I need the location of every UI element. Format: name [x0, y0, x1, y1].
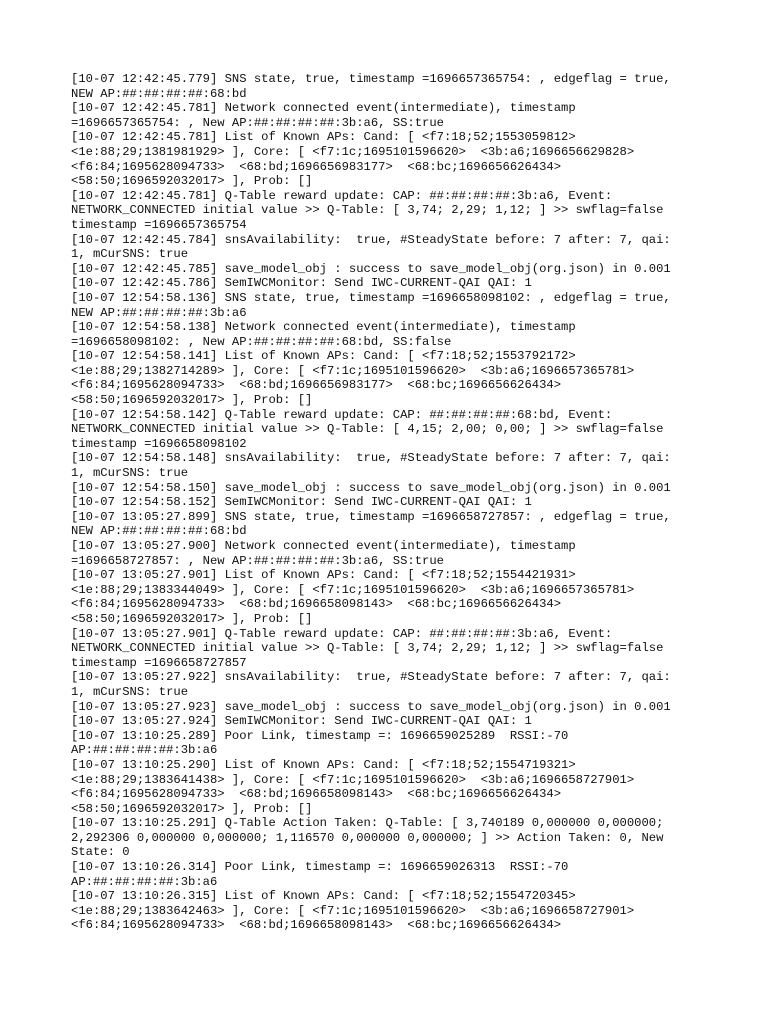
log-line: [10-07 12:54:58.141] List of Known APs: Cand: [ <f7:18;52;1553792172> — [71, 349, 576, 364]
log-line: <f6:84;1695628094733> <68:bd;1696656983177> <68:bc;1696656626434> — [71, 378, 562, 393]
log-line: <f6:84;1695628094733> <68:bd;1696656983177> <68:bc;1696656626434> — [71, 159, 562, 174]
log-line: <1e:88;29;1383344049> ], Core: [ <f7:1c;1695101596620> <3b:a6;1696657365781> — [71, 582, 635, 597]
log-line: timestamp =1696658098102 — [71, 436, 247, 451]
log-line: [10-07 12:42:45.785] save_model_obj : success to save_model_obj(org.json) in 0.001 — [71, 261, 671, 276]
log-line: AP:##:##:##:##:3b:a6 — [71, 743, 218, 758]
log-line: [10-07 13:10:25.291] Q-Table Action Taken: Q-Table: [ 3,740189 0,000000 0,000000; — [71, 816, 664, 831]
log-line: [10-07 12:42:45.784] snsAvailability: true, #SteadyState before: 7 after: 7, qai: — [71, 232, 671, 247]
log-line: [10-07 12:54:58.136] SNS state, true, timestamp =1696658098102: , edgeflag = true, — [71, 290, 671, 305]
log-line: [10-07 13:10:25.290] List of Known APs: Cand: [ <f7:18;52;1554719321> — [71, 757, 576, 772]
log-line: <58:50;1696592032017> ], Prob: [] — [71, 393, 313, 408]
log-line: 1, mCurSNS: true — [71, 684, 189, 699]
log-line: [10-07 12:42:45.781] Q-Table reward update: CAP: ##:##:##:##:3b:a6, Event: — [71, 188, 613, 203]
log-line: [10-07 13:05:27.901] Q-Table reward update: CAP: ##:##:##:##:3b:a6, Event: — [71, 626, 613, 641]
log-line: [10-07 13:10:26.315] List of Known APs: Cand: [ <f7:18;52;1554720345> — [71, 889, 576, 904]
log-line: 1, mCurSNS: true — [71, 247, 189, 262]
log-line: <1e:88;29;1383642463> ], Core: [ <f7:1c;1695101596620> <3b:a6;1696658727901> — [71, 903, 635, 918]
log-line: [10-07 13:10:25.289] Poor Link, timestamp =: 1696659025289 RSSI:-70 — [71, 728, 569, 743]
log-line: =1696658098102: , New AP:##:##:##:##:68:bd, SS:false — [71, 334, 452, 349]
log-line: [10-07 13:10:26.314] Poor Link, timestamp =: 1696659026313 RSSI:-70 — [71, 860, 569, 875]
log-line: 1, mCurSNS: true — [71, 466, 189, 481]
log-line: [10-07 12:42:45.781] Network connected event(intermediate), timestamp — [71, 101, 576, 116]
log-line: timestamp =1696658727857 — [71, 655, 247, 670]
log-line: NEW AP:##:##:##:##:3b:a6 — [71, 305, 247, 320]
log-line: <f6:84;1695628094733> <68:bd;1696658098143> <68:bc;1696656626434> — [71, 918, 562, 933]
log-line: NETWORK_CONNECTED initial value >> Q-Table: [ 3,74; 2,29; 1,12; ] >> swflag=false — [71, 203, 664, 218]
log-line: 2,292306 0,000000 0,000000; 1,116570 0,000000 0,000000; ] >> Action Taken: 0, New — [71, 830, 664, 845]
log-line: NETWORK_CONNECTED initial value >> Q-Table: [ 3,74; 2,29; 1,12; ] >> swflag=false — [71, 641, 664, 656]
log-line: =1696657365754: , New AP:##:##:##:##:3b:a6, SS:true — [71, 115, 444, 130]
log-text-body — [71, 72, 695, 933]
log-line: NEW AP:##:##:##:##:68:bd — [71, 86, 247, 101]
log-line: NEW AP:##:##:##:##:68:bd — [71, 524, 247, 539]
log-line: <f6:84;1695628094733> <68:bd;1696658098143> <68:bc;1696656626434> — [71, 787, 562, 802]
log-line: [10-07 12:54:58.138] Network connected event(intermediate), timestamp — [71, 320, 576, 335]
log-line: [10-07 12:42:45.779] SNS state, true, timestamp =1696657365754: , edgeflag = true, — [71, 72, 671, 86]
log-line: [10-07 12:54:58.150] save_model_obj : success to save_model_obj(org.json) in 0.001 — [71, 480, 671, 495]
log-line: [10-07 13:05:27.901] List of Known APs: Cand: [ <f7:18;52;1554421931> — [71, 568, 576, 583]
log-line: [10-07 12:42:45.781] List of Known APs: Cand: [ <f7:18;52;1553059812> — [71, 130, 576, 145]
log-line: <1e:88;29;1382714289> ], Core: [ <f7:1c;1695101596620> <3b:a6;1696657365781> — [71, 363, 635, 378]
log-line: [10-07 12:54:58.142] Q-Table reward update: CAP: ##:##:##:##:68:bd, Event: — [71, 407, 613, 422]
log-line: [10-07 12:54:58.152] SemIWCMonitor: Send IWC-CURRENT-QAI QAI: 1 — [71, 495, 532, 510]
log-line: <58:50;1696592032017> ], Prob: [] — [71, 611, 313, 626]
log-line: [10-07 13:05:27.922] snsAvailability: true, #SteadyState before: 7 after: 7, qai: — [71, 670, 671, 685]
log-line: NETWORK_CONNECTED initial value >> Q-Table: [ 4,15; 2,00; 0,00; ] >> swflag=false — [71, 422, 664, 437]
log-line: [10-07 12:54:58.148] snsAvailability: true, #SteadyState before: 7 after: 7, qai: — [71, 451, 671, 466]
log-line: [10-07 12:42:45.786] SemIWCMonitor: Send IWC-CURRENT-QAI QAI: 1 — [71, 276, 532, 291]
log-line: [10-07 13:05:27.923] save_model_obj : success to save_model_obj(org.json) in 0.001 — [71, 699, 671, 714]
log-line: AP:##:##:##:##:3b:a6 — [71, 874, 218, 889]
log-line: <1e:88;29;1381981929> ], Core: [ <f7:1c;1695101596620> <3b:a6;1696656629828> — [71, 144, 635, 159]
log-line: =1696658727857: , New AP:##:##:##:##:3b:a6, SS:true — [71, 553, 444, 568]
log-line: [10-07 13:05:27.924] SemIWCMonitor: Send IWC-CURRENT-QAI QAI: 1 — [71, 714, 532, 729]
log-line: State: 0 — [71, 845, 130, 860]
log-line: <58:50;1696592032017> ], Prob: [] — [71, 174, 313, 189]
log-line: timestamp =1696657365754 — [71, 217, 247, 232]
log-line: <f6:84;1695628094733> <68:bd;1696658098143> <68:bc;1696656626434> — [71, 597, 562, 612]
log-line: <1e:88;29;1383641438> ], Core: [ <f7:1c;1695101596620> <3b:a6;1696658727901> — [71, 772, 635, 787]
log-line: <58:50;1696592032017> ], Prob: [] — [71, 801, 313, 816]
log-line: [10-07 13:05:27.899] SNS state, true, timestamp =1696658727857: , edgeflag = true, — [71, 509, 671, 524]
log-line: [10-07 13:05:27.900] Network connected event(intermediate), timestamp — [71, 539, 576, 553]
